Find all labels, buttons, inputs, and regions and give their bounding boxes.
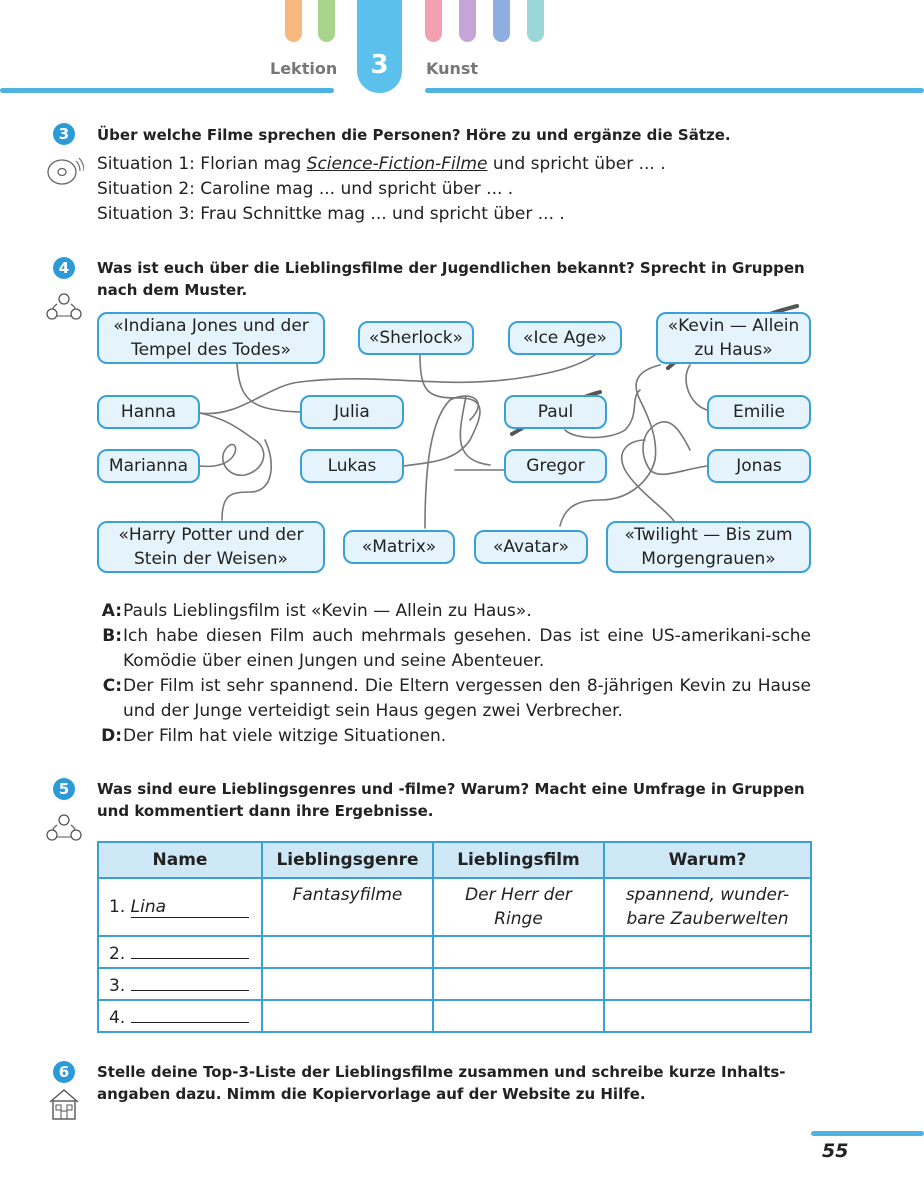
situation-line: Situation 2: Caroline mag ... und spricht über ... . <box>97 179 514 199</box>
survey-table <box>97 841 812 1033</box>
page-number: 55 <box>822 1140 849 1162</box>
film-card: «Indiana Jones und der Tempel des Todes» <box>97 312 325 364</box>
topic-label: Kunst <box>426 59 479 78</box>
name-cell[interactable]: 4. <box>98 1000 262 1032</box>
task-instruction: Stelle deine Top-3-Liste der Lieblingsfilme zusammen und schreibe kurze Inhalts-angaben dazu. Nimm die Kopiervorlage auf der Website zu Hilfe. <box>97 1063 786 1103</box>
task-instruction: Was sind eure Lieblingsgenres und -filme? Warum? Macht eine Umfrage in Gruppen und kommentiert dann ihre Ergebnisse. <box>97 780 805 820</box>
name-cell[interactable]: 3. <box>98 968 262 1000</box>
lesson-number: 3 <box>370 50 389 80</box>
genre-cell[interactable]: Fantasyfilme <box>262 878 433 936</box>
table-row <box>98 968 811 1000</box>
task-instruction: Über welche Filme sprechen die Personen? Höre zu und ergänze die Sätze. <box>97 126 731 144</box>
dialog-line: D: Der Film hat viele witzige Situationen. <box>96 724 811 749</box>
reason-cell[interactable] <box>604 968 811 1000</box>
speaker-label: D: <box>101 726 122 746</box>
name-cell[interactable]: 2. <box>98 936 262 968</box>
column-header: Warum? <box>604 842 811 878</box>
group-talk-icon <box>43 810 85 848</box>
speaker-label: A: <box>101 601 122 621</box>
film-card: «Harry Potter und der Stein der Weisen» <box>97 521 325 573</box>
house-icon <box>47 1086 81 1122</box>
genre-cell[interactable] <box>262 968 433 1000</box>
person-card: Jonas <box>707 449 811 483</box>
task-number: 6 <box>53 1061 75 1083</box>
table-row <box>98 936 811 968</box>
lesson-label: Lektion <box>270 59 338 78</box>
task-number: 3 <box>53 123 75 145</box>
reason-cell[interactable] <box>604 1000 811 1032</box>
film-card: «Ice Age» <box>508 321 622 355</box>
film-cell[interactable]: Der Herr der Ringe <box>433 878 604 936</box>
dialog-line: B: Ich habe diesen Film auch mehrmals gesehen. Das ist eine US-amerikani-sche Komödie über einen Jungen und seine Abenteuer. <box>96 624 811 674</box>
speaker-label: C: <box>102 676 122 696</box>
task-number: 4 <box>53 257 75 279</box>
film-card: «Sherlock» <box>358 321 474 355</box>
genre-cell[interactable] <box>262 1000 433 1032</box>
film-card: «Matrix» <box>343 530 455 564</box>
name-cell[interactable]: 1. Lina <box>98 878 262 936</box>
footer-rule <box>811 1131 924 1136</box>
situation-line: Situation 3: Frau Schnittke mag ... und spricht über ... . <box>97 204 565 224</box>
column-header: Lieblingsfilm <box>433 842 604 878</box>
film-card: «Avatar» <box>474 530 588 564</box>
film-cell[interactable] <box>433 968 604 1000</box>
situation-line: Situation 1: Florian mag Science-Fiction-Filme und spricht über ... . <box>97 154 666 174</box>
person-card: Emilie <box>707 395 811 429</box>
person-card: Julia <box>300 395 404 429</box>
film-card: «Kevin — Allein zu Haus» <box>656 312 811 364</box>
film-cell[interactable] <box>433 936 604 968</box>
table-row <box>98 878 811 936</box>
person-card: Paul <box>504 395 607 429</box>
reason-cell[interactable]: spannend, wunder-bare Zauberwelten <box>604 878 811 936</box>
person-card: Gregor <box>504 449 607 483</box>
genre-cell[interactable] <box>262 936 433 968</box>
film-cell[interactable] <box>433 1000 604 1032</box>
dialog-line: C: Der Film ist sehr spannend. Die Eltern vergessen den 8-jährigen Kevin zu Hause und der Junge verteidigt sein Haus gegen zwei Verbrecher. <box>96 674 811 724</box>
dialog-line: A: Pauls Lieblingsfilm ist «Kevin — Allein zu Haus». <box>96 599 811 624</box>
person-card: Lukas <box>300 449 404 483</box>
task-instruction: Was ist euch über die Lieblingsfilme der Jugendlichen bekannt? Sprecht in Gruppen nach dem Muster. <box>97 259 805 299</box>
speaker-label: B: <box>102 626 122 646</box>
person-card: Hanna <box>97 395 200 429</box>
column-header: Name <box>98 842 262 878</box>
film-card: «Twilight — Bis zum Morgengrauen» <box>606 521 811 573</box>
column-header: Lieblingsgenre <box>262 842 433 878</box>
task-number: 5 <box>53 778 75 800</box>
table-row <box>98 1000 811 1032</box>
reason-cell[interactable] <box>604 936 811 968</box>
person-card: Marianna <box>97 449 200 483</box>
example-answer: Science-Fiction-Filme <box>306 154 488 174</box>
